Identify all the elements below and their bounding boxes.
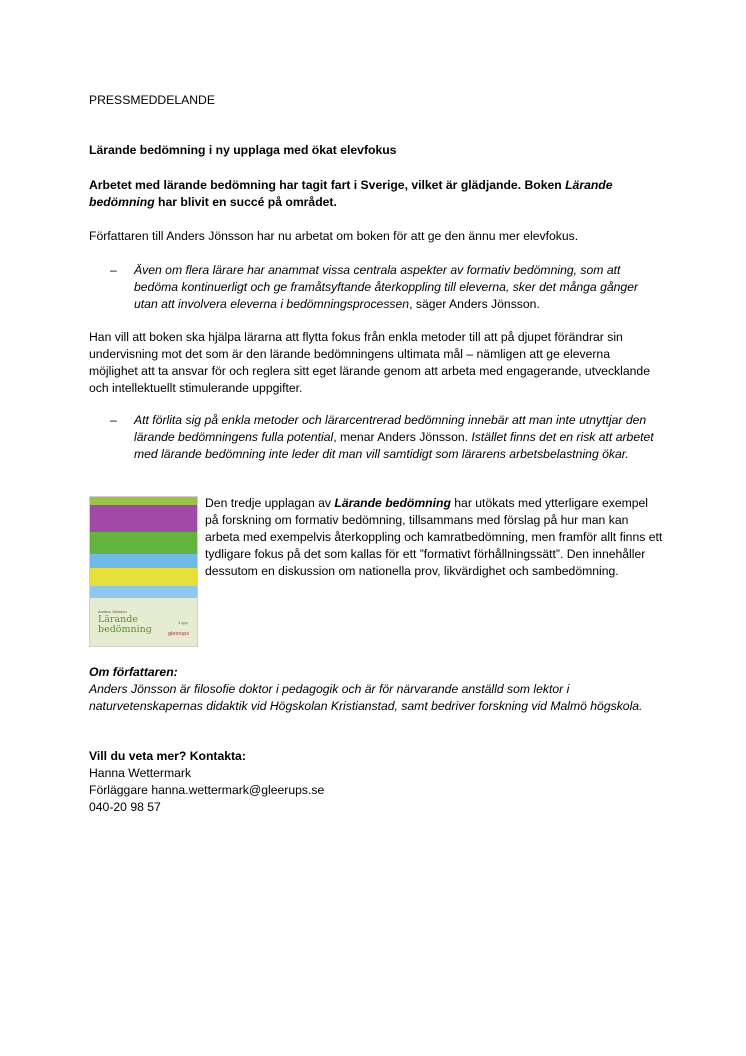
quote1-italic: Även om flera lärare har anammat vissa centrala aspekter av formativ bedömning, som att bedöma kontinuerligt och ge framåtsyftande återkoppling till eleverna, sker det många gånger utan att involvera eleverna i bedömningsprocessen [134, 263, 639, 311]
cover-title-line1: Lärande [98, 614, 138, 625]
contact-phone: 040-20 98 57 [89, 800, 161, 814]
cover-edition: 3 uppl. [178, 621, 189, 625]
quote1-paragraph [134, 262, 664, 313]
book-paragraph [205, 495, 663, 580]
about-heading: Om författaren: [89, 665, 178, 679]
lead-text-after: har blivit en succé på området. [154, 195, 337, 209]
contact-section [89, 748, 661, 816]
document-type-label: PRESSMEDDELANDE [89, 93, 215, 107]
page-title: Lärande bedömning i ny upplaga med ökat elevfokus [89, 143, 397, 157]
cover-title [98, 615, 152, 635]
quote2-attribution: , menar Anders Jönsson. [333, 430, 472, 444]
cover-stripe [90, 505, 197, 532]
lead-text-before: Arbetet med lärande bedömning har tagit fart i Sverige, vilket är glädjande. Boken [89, 178, 566, 192]
lead-paragraph [89, 177, 661, 211]
about-author-section [89, 664, 661, 715]
quote2-italic-a: Att förlita sig på enkla metoder och lärarcentrerad bedömning innebär att man inte utnyttjar den lärande bedömningens fulla potential [134, 413, 647, 444]
contact-role-email: Förläggare hanna.wettermark@gleerups.se [89, 783, 325, 797]
cover-publisher-logo: gleerups [168, 631, 190, 637]
quote1-dash: – [110, 263, 117, 277]
cover-stripe [90, 497, 197, 505]
cover-title-line2: bedömning [98, 624, 152, 635]
book-text-after: har utökats med ytterligare exempel på forskning om formativ bedömning, tillsammans med förslag på hur man kan arbeta med exempelvis återkoppling och kamratbedömning, men framför allt finns ett tydligare fokus på det som kallas för ett ”formativt förhållningssätt”. Den innehåller dessutom en diskussion om nationella prov, likvärdighet och sambedömning. [205, 496, 663, 578]
quote1-attribution: , säger Anders Jönsson. [409, 297, 540, 311]
book-cover-image [89, 496, 198, 647]
book-text-before: Den tredje upplagan av [205, 496, 335, 510]
cover-stripe [90, 586, 197, 598]
cover-stripe [90, 568, 197, 586]
contact-name: Hanna Wettermark [89, 766, 192, 780]
cover-stripe [90, 532, 197, 554]
quote2-dash: – [110, 413, 117, 427]
book-title: Lärande bedömning [334, 496, 451, 510]
cover-stripe [90, 554, 197, 568]
paragraph-2: Han vill att boken ska hjälpa lärarna att flytta fokus från enkla metoder till att på djupet förändrar sin undervisning mot det som är den lärande bedömningens ultimata mål – nämligen att ge eleverna möjlighet att ta ansvar för och reglera sitt eget lärande genom att arbeta med engagerande, utvecklande och intellektuellt stimulerande uppgifter. [89, 330, 650, 395]
cover-author: Anders Jönsson [98, 609, 127, 614]
quote2-italic-b: Istället finns det en risk att arbetet med lärande bedömning inte leder dit man vill samtidigt som lärarens arbetsbelastning ökar. [134, 430, 654, 461]
lead-book-title: Lärande bedömning [89, 178, 613, 209]
contact-heading: Vill du veta mer? Kontakta: [89, 749, 246, 763]
about-text: Anders Jönsson är filosofie doktor i pedagogik och är för närvarande anställd som lektor i naturvetenskapernas didaktik vid Högskolan Kristianstad, samt bedriver forskning vid Malmö högskola. [89, 682, 643, 713]
intro-paragraph: Författaren till Anders Jönsson har nu arbetat om boken för att ge den ännu mer elevfokus. [89, 229, 579, 243]
quote2-paragraph [134, 412, 664, 463]
